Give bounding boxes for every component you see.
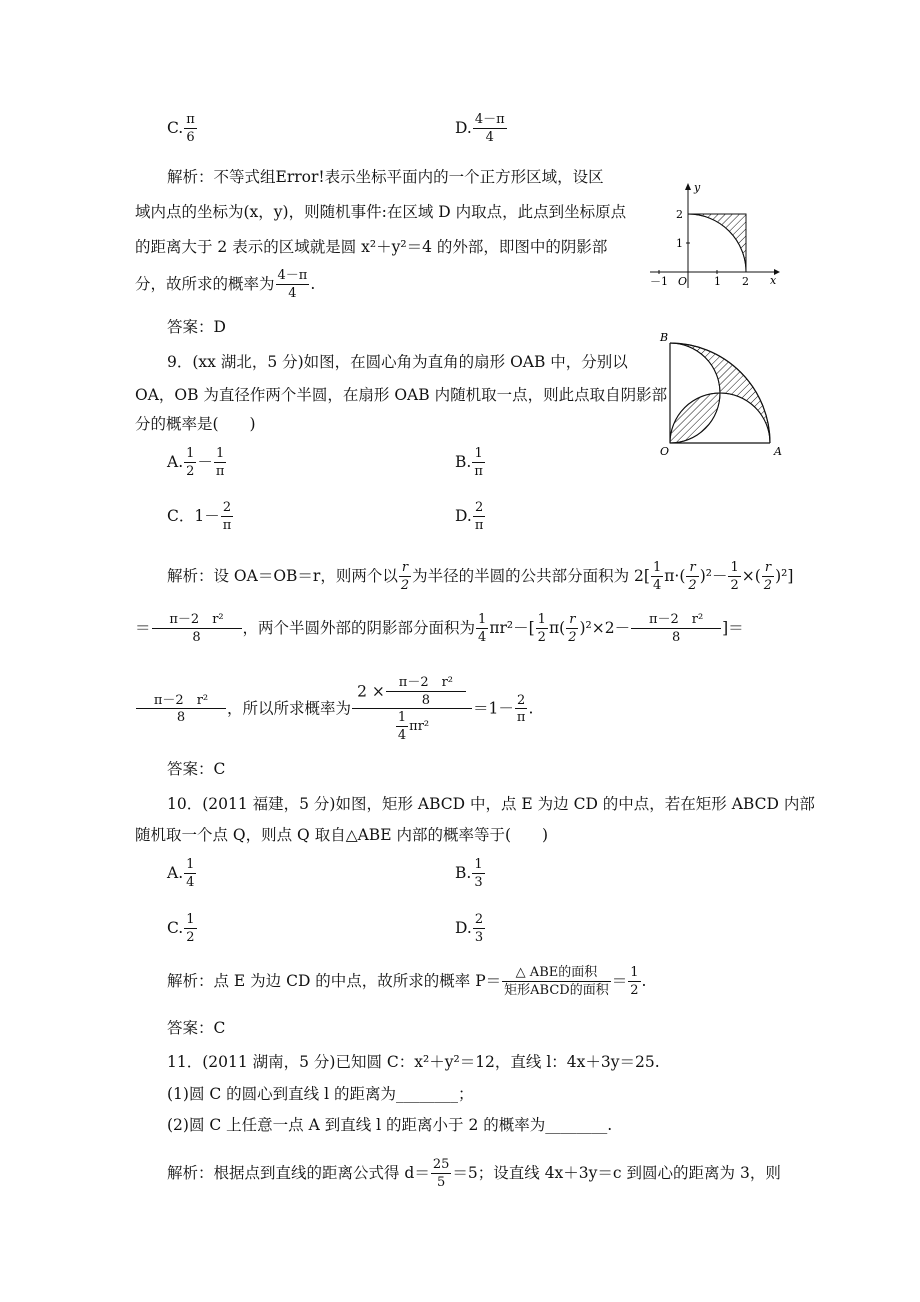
fraction: $\frac{r}{2}$ xyxy=(688,560,697,593)
q11-stem: 11．(2011 湖南，5 分)已知圆 C：x²＋y²＝12，直线 l：4x＋3y＝25. xyxy=(167,1053,660,1071)
tick-label-y: 1 xyxy=(676,237,683,250)
fraction: $\frac{1}{2}$ xyxy=(630,965,639,998)
fraction: $\frac{\pi}{6}$ xyxy=(186,112,195,145)
fraction: $\frac{r}{2}$ xyxy=(400,560,410,593)
fraction: $\frac{2}{3}$ xyxy=(474,912,484,945)
fraction: $\frac{r}{2}$ xyxy=(763,560,773,593)
fraction: $\frac{4-\pi}{4}$ xyxy=(277,268,308,301)
axis-label-x: x xyxy=(770,274,777,287)
shaded-region xyxy=(688,214,746,272)
label-b: B xyxy=(660,331,669,344)
fraction: $\frac{\text{π－2 r²}}{8}$ xyxy=(152,612,242,645)
q9-option-a: A. $\frac{1}{2}$ － $\frac{1}{\pi}$ xyxy=(167,446,225,479)
fraction: $\frac{1}{4}$ xyxy=(652,560,662,593)
tick-label-y: 2 xyxy=(676,208,683,221)
q8-solution-line1: 解析：不等式组Error!表示坐标平面内的一个正方形区域，设区 xyxy=(167,168,604,186)
q11-part1: (1)圆 C 的圆心到直线 l 的距离为________； xyxy=(167,1085,474,1103)
q9-solution-row3: $\frac{\text{π－2 r²}}{8}$ ，所以所求概率为 2 × $\frac{\text{π－2 r²}}{8}$ $\frac{1}{4}$ πr² ＝1－ $\frac{2}{\pi}$ . xyxy=(135,675,533,743)
fraction: $\frac{4-\pi}{4}$ xyxy=(474,112,505,145)
fraction: $\frac{25}{5}$ xyxy=(432,1157,450,1190)
compound-fraction: 2 × $\frac{\text{π－2 r²}}{8}$ $\frac{1}{4}$ πr² xyxy=(352,675,472,743)
label-a: A xyxy=(774,445,782,458)
fraction: $\frac{1}{2}$ xyxy=(186,446,195,479)
tick-label-x: 1 xyxy=(714,275,721,288)
fraction: $\frac{1}{4}$ xyxy=(186,857,195,890)
fraction: $\frac{2}{\pi}$ xyxy=(474,500,484,533)
q9-option-d: D. $\frac{2}{\pi}$ xyxy=(455,500,484,533)
q9-stem-line2: OA，OB 为直径作两个半圆，在扇形 OAB 内随机取一点，则此点取自阴影部 xyxy=(135,386,668,404)
axis-label-y: y xyxy=(694,181,701,194)
origin-label: O xyxy=(678,275,688,288)
q9-solution-row1: 解析：设 OA＝OB＝r，则两个以 $\frac{r}{2}$ 为半径的半圆的公共部分面积为 2[ $\frac{1}{4}$ π·( $\frac{r}{2}$ )²－ $\frac{1}{2}$ ×( $\frac{r}{2}$ )²] xyxy=(167,560,794,593)
q9-stem-line3: 分的概率是( ) xyxy=(135,415,256,433)
q10-option-d: D. $\frac{2}{3}$ xyxy=(455,912,484,945)
q8-option-c: C. $\frac{\pi}{6}$ xyxy=(167,112,195,145)
q8-solution-line4: 分，故所求的概率为 $\frac{4-\pi}{4}$ . xyxy=(135,268,316,301)
q8-coordinate-figure xyxy=(648,178,788,290)
fraction: $\frac{1}{4}$ xyxy=(397,710,407,743)
q9-solution-row2: ＝ $\frac{\text{π－2 r²}}{8}$ ，两个半圆外部的阴影部分面积为 $\frac{1}{4}$ πr²－[ $\frac{1}{2}$ π( $\frac{r}{2}$ )²×2－ $\frac{\text{π－2 r²}}{8}$ ]＝ xyxy=(135,612,744,645)
fraction: $\frac{\text{π－2 r²}}{8}$ xyxy=(631,612,721,645)
fraction: $\frac{\text{π－2 r²}}{8}$ xyxy=(136,693,226,726)
q8-answer: 答案：D xyxy=(167,318,226,336)
q10-stem-line2: 随机取一个点 Q，则点 Q 取自△ABE 内部的概率等于( ) xyxy=(135,826,549,844)
q10-stem-line1: 10．(2011 福建，5 分)如图，矩形 ABCD 中，点 E 为边 CD 的中点，若在矩形 ABCD 内部 xyxy=(167,795,815,813)
fraction: $\frac{1}{3}$ xyxy=(474,857,483,890)
y-axis-arrow xyxy=(685,183,691,190)
q9-option-b: B. $\frac{1}{\pi}$ xyxy=(455,446,483,479)
fraction: $\frac{1}{\pi}$ xyxy=(474,446,483,479)
tick-label-x: －1 xyxy=(650,275,668,288)
q11-solution: 解析：根据点到直线的距离公式得 d＝ $\frac{25}{5}$ ＝5；设直线 4x＋3y＝c 到圆心的距离为 3，则 xyxy=(167,1157,781,1190)
q11-part2: (2)圆 C 上任意一点 A 到直线 l 的距离小于 2 的概率为________. xyxy=(167,1116,613,1134)
q8-solution-line3: 的距离大于 2 表示的区域就是圆 x²＋y²＝4 的外部，即图中的阴影部 xyxy=(135,238,608,256)
fraction: $\frac{2}{\pi}$ xyxy=(222,500,232,533)
fraction: $\frac{1}{2}$ xyxy=(186,912,195,945)
q9-sector-figure xyxy=(658,326,790,458)
q10-solution: 解析：点 E 为边 CD 的中点，故所求的概率 P＝ $\frac{\text{△ ABE的面积}}{\text{矩形ABCD的面积}}$ ＝ $\frac{1}{2}$ . xyxy=(167,965,647,998)
q10-option-a: A. $\frac{1}{4}$ xyxy=(167,857,195,890)
fraction: $\frac{1}{2}$ xyxy=(537,612,546,645)
fraction: $\frac{\text{π－2 r²}}{8}$ xyxy=(386,675,466,708)
q8-solution-line2: 域内点的坐标为(x，y)，则随机事件:在区域 D 内取点，此点到坐标原点 xyxy=(135,203,627,221)
q9-answer: 答案：C xyxy=(167,760,226,778)
fraction: $\frac{2}{\pi}$ xyxy=(516,692,526,726)
q10-option-b: B. $\frac{1}{3}$ xyxy=(455,857,483,890)
shaded-lens-lower xyxy=(670,393,720,443)
fraction: $\frac{1}{2}$ xyxy=(730,560,739,593)
fraction: $\frac{1}{\pi}$ xyxy=(215,446,225,479)
tick-label-x: 2 xyxy=(742,275,749,288)
fraction: $\frac{1}{4}$ xyxy=(478,612,487,645)
q10-option-c: C. $\frac{1}{2}$ xyxy=(167,912,195,945)
q9-option-c: C．1－ $\frac{2}{\pi}$ xyxy=(167,500,232,533)
fraction: $\frac{\text{△ ABE的面积}}{\text{矩形ABCD的面积}}$ xyxy=(504,965,609,998)
q10-answer: 答案：C xyxy=(167,1019,226,1037)
q8-option-d: D. $\frac{4-\pi}{4}$ xyxy=(455,112,505,145)
label-o: O xyxy=(660,445,670,458)
q9-stem-line1: 9．(xx 湖北，5 分)如图，在圆心角为直角的扇形 OAB 中，分别以 xyxy=(167,353,628,371)
fraction: $\frac{r}{2}$ xyxy=(568,612,577,645)
